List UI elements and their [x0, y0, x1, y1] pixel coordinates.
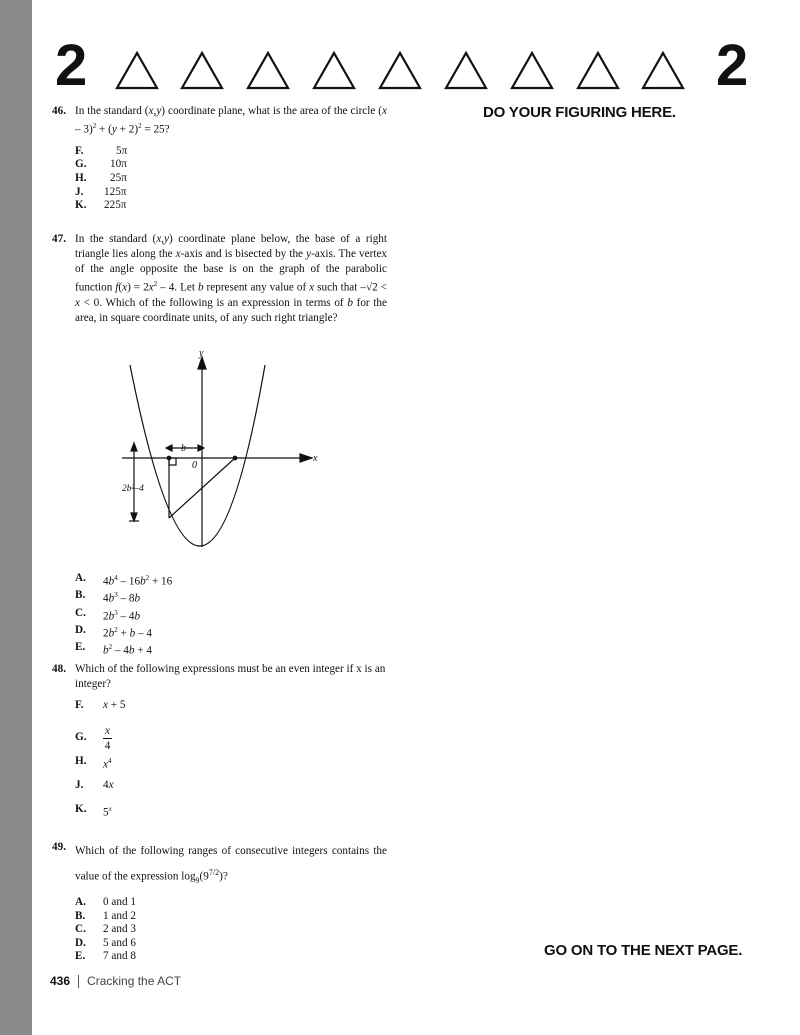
triangle-corner-point: [167, 456, 171, 460]
answer-choices: [75, 699, 387, 819]
figuring-label: DO YOUR FIGURING HERE.: [483, 104, 676, 121]
b-label: b: [181, 443, 186, 454]
answer-choices: [75, 896, 387, 964]
x-axis-arrow: [300, 454, 312, 462]
answer-choice[interactable]: F. x + 5: [75, 699, 126, 711]
question-number: 49.: [52, 841, 66, 853]
x-axis-label: x: [313, 453, 318, 464]
question-number: 46.: [52, 105, 66, 117]
question-49: [52, 840, 387, 964]
question-stem: Which of the following expressions must be an even integer if x is an integer?: [75, 663, 386, 690]
answer-choice[interactable]: K. 5$^x$: [75, 803, 112, 819]
answer-choice[interactable]: G. 10π: [75, 158, 127, 171]
page-number: 436: [50, 974, 71, 988]
section-triangles: [115, 50, 685, 90]
triangle-icon: [643, 53, 683, 88]
answer-choice[interactable]: H. 25π: [75, 171, 127, 184]
question-46: [52, 104, 387, 213]
answer-choice[interactable]: F. 5π: [75, 144, 128, 157]
parabola-curve: [130, 365, 265, 546]
triangle-icon: [117, 53, 157, 88]
answer-choice[interactable]: B. 1 and 2: [75, 909, 136, 922]
next-page-label: GO ON TO THE NEXT PAGE.: [544, 942, 743, 959]
answer-choice[interactable]: C. 2 and 3: [75, 923, 136, 936]
answer-choice[interactable]: J. 4x: [75, 779, 114, 791]
question-stem: In the standard (x,y) coordinate plane, what is the area of the circle $(x - 3)^2 + (y + 2)^2 = 25$?: [75, 105, 387, 136]
question-number: 48.: [52, 663, 66, 675]
triangle-icon: [578, 53, 618, 88]
question-stem: In the standard (x,y) coordinate plane below, the base of a right triangle lies along the x-axis and is bisected by the y-axis. The vertex of the angle opposite the base is on the graph of the parabolic function $f(x) = 2x^2 - 4$. Let b represent any value of x such that –√2 < x < 0. Which of the following is an expression in terms of b for the area, in square coordinate units, of any such right triangle?: [75, 233, 388, 324]
answer-choice[interactable]: G. $\frac{x}{4}$: [75, 724, 111, 752]
triangle-icon: [380, 53, 420, 88]
answer-choice[interactable]: A. $4b^4 - 16b^2 + 16$: [75, 572, 173, 588]
answer-choice[interactable]: E. $b^2 - 4b + 4$: [75, 641, 152, 658]
origin-label: 0: [192, 460, 197, 471]
triangle-vertex-point: [233, 456, 237, 460]
y-axis-label: y: [199, 348, 204, 359]
question-47-choices: [52, 572, 387, 659]
page-footer: [50, 974, 181, 988]
answer-choice[interactable]: D. $2b^2 + b - 4$: [75, 623, 152, 640]
answer-choice[interactable]: K. 225π: [75, 199, 127, 212]
answer-choices: [75, 572, 387, 659]
answer-choice[interactable]: D. 5 and 6: [75, 936, 136, 949]
answer-choice[interactable]: E. 7 and 8: [75, 950, 136, 963]
section-number-right: 2: [716, 33, 749, 98]
answer-choice[interactable]: C. $2b^3 - 4b$: [75, 606, 141, 623]
parabola-graph: [110, 347, 330, 557]
question-number: 47.: [52, 233, 66, 245]
answer-choice[interactable]: B. $4b^3 - 8b$: [75, 589, 141, 606]
answer-choices: [75, 145, 387, 213]
book-title: Cracking the ACT: [87, 974, 182, 988]
section-number-left: 2: [55, 33, 88, 98]
question-47: [52, 232, 387, 326]
answer-choice[interactable]: H. $x^4$: [75, 755, 112, 771]
answer-choice[interactable]: A. 0 and 1: [75, 895, 136, 908]
triangle-icon: [314, 53, 354, 88]
triangle-icon: [248, 53, 288, 88]
page-side-bar: [0, 0, 32, 1035]
triangle-icon: [512, 53, 552, 88]
question-48: [52, 662, 387, 819]
triangle-icon: [182, 53, 222, 88]
height-label: 2b²–4: [122, 484, 144, 494]
answer-choice[interactable]: J. 125π: [75, 185, 127, 198]
question-stem: Which of the following ranges of consecutive integers contains the value of the expression $\log_9(9^{7/2})$?: [75, 845, 387, 885]
triangle-icon: [446, 53, 486, 88]
